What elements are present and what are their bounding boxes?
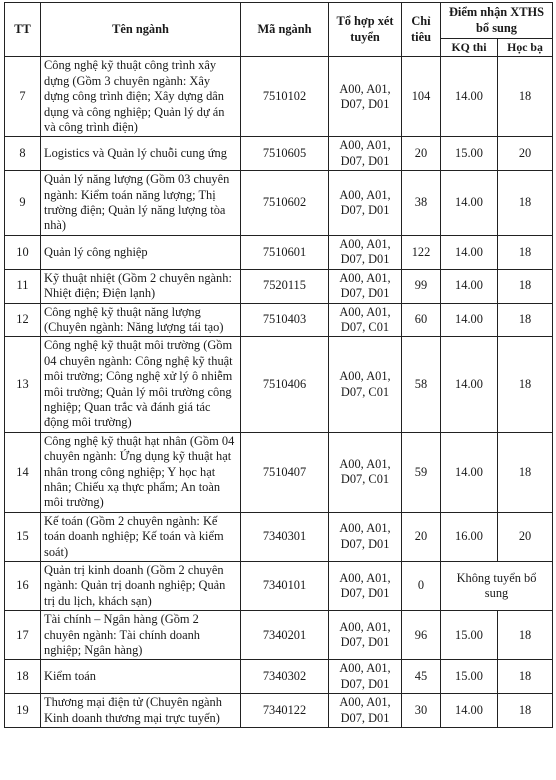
exam-score: 14.00 [441,303,498,337]
table-row [5,337,553,432]
subject-combo: A00, A01, D07, D01 [329,512,402,561]
transcript-score: 18 [498,303,553,337]
header-subject-combo: Tổ hợp xét tuyển [329,3,402,57]
transcript-score: 18 [498,235,553,269]
quota: 45 [402,660,441,694]
row-number: 7 [5,57,41,137]
exam-score: 14.00 [441,694,498,728]
program-code: 7510102 [241,57,329,137]
exam-score: 14.00 [441,432,498,512]
exam-score: 15.00 [441,611,498,660]
row-number: 13 [5,337,41,432]
subject-combo: A00, A01, D07, C01 [329,432,402,512]
program-name: Quản lý công nghiệp [41,235,241,269]
program-name: Công nghệ kỹ thuật năng lượng (Chuyên ngành: Năng lượng tái tạo) [41,303,241,337]
row-number: 14 [5,432,41,512]
table-row [5,611,553,660]
table-row [5,235,553,269]
subject-combo: A00, A01, D07, C01 [329,337,402,432]
program-code: 7510602 [241,171,329,236]
quota: 104 [402,57,441,137]
quota: 58 [402,337,441,432]
exam-score: 15.00 [441,660,498,694]
program-code: 7340101 [241,562,329,611]
transcript-score: 18 [498,611,553,660]
program-name: Quản trị kinh doanh (Gồm 2 chuyên ngành: Quản trị doanh nghiệp; Quản trị du lịch, khách sạn) [41,562,241,611]
subject-combo: A00, A01, D07, D01 [329,57,402,137]
row-number: 9 [5,171,41,236]
transcript-score: 18 [498,57,553,137]
exam-score: 14.00 [441,171,498,236]
program-code: 7520115 [241,269,329,303]
transcript-score: 18 [498,660,553,694]
transcript-score: 18 [498,337,553,432]
program-code: 7340201 [241,611,329,660]
header-tt: TT [5,3,41,57]
row-number: 8 [5,137,41,171]
header-supplementary-score: Điểm nhận XTHS bổ sung [441,3,553,39]
row-number: 11 [5,269,41,303]
program-name: Công nghệ kỹ thuật hạt nhân (Gồm 04 chuyên ngành: Ứng dụng kỹ thuật hạt nhân trong công nghiệp; Y học hạt nhân; Chiếu xạ thực phẩm; An toàn môi trường) [41,432,241,512]
exam-score: 14.00 [441,235,498,269]
quota: 60 [402,303,441,337]
subject-combo: A00, A01, D07, D01 [329,562,402,611]
row-number: 15 [5,512,41,561]
quota: 96 [402,611,441,660]
table-row [5,660,553,694]
header-exam-result: KQ thi [441,39,498,57]
exam-score: 14.00 [441,57,498,137]
quota: 20 [402,137,441,171]
quota: 30 [402,694,441,728]
row-number: 12 [5,303,41,337]
table-row [5,562,553,611]
quota: 99 [402,269,441,303]
program-code: 7340301 [241,512,329,561]
program-code: 7510406 [241,337,329,432]
header-program-name: Tên ngành [41,3,241,57]
header-program-code: Mã ngành [241,3,329,57]
subject-combo: A00, A01, D07, D01 [329,611,402,660]
subject-combo: A00, A01, D07, D01 [329,694,402,728]
program-name: Kế toán (Gồm 2 chuyên ngành: Kế toán doanh nghiệp; Kế toán và kiểm soát) [41,512,241,561]
program-code: 7340122 [241,694,329,728]
transcript-score: 18 [498,171,553,236]
program-name: Thương mại điện tử (Chuyên ngành Kinh doanh thương mại trực tuyến) [41,694,241,728]
program-code: 7340302 [241,660,329,694]
program-name: Công nghệ kỹ thuật công trình xây dựng (Gồm 3 chuyên ngành: Xây dựng công trình điện; Xây dựng dân dụng và công nghiệp; Quản lý dự án và công trình điện) [41,57,241,137]
exam-score: 16.00 [441,512,498,561]
exam-score: 15.00 [441,137,498,171]
subject-combo: A00, A01, D07, D01 [329,660,402,694]
program-code: 7510407 [241,432,329,512]
row-number: 16 [5,562,41,611]
admissions-table [4,2,553,728]
program-code: 7510403 [241,303,329,337]
program-code: 7510601 [241,235,329,269]
table-row [5,171,553,236]
table-row [5,57,553,137]
subject-combo: A00, A01, D07, D01 [329,137,402,171]
transcript-score: 20 [498,137,553,171]
row-number: 10 [5,235,41,269]
table-row [5,432,553,512]
transcript-score: 20 [498,512,553,561]
transcript-score: 18 [498,269,553,303]
program-code: 7510605 [241,137,329,171]
quota: 20 [402,512,441,561]
table-row [5,512,553,561]
table-body [5,57,553,728]
subject-combo: A00, A01, D07, D01 [329,171,402,236]
no-supplementary-note: Không tuyển bổ sung [441,562,553,611]
subject-combo: A00, A01, D07, C01 [329,303,402,337]
row-number: 19 [5,694,41,728]
table-row [5,694,553,728]
quota: 38 [402,171,441,236]
quota: 122 [402,235,441,269]
header-quota: Chỉ tiêu [402,3,441,57]
row-number: 18 [5,660,41,694]
subject-combo: A00, A01, D07, D01 [329,269,402,303]
header-transcript: Học bạ [498,39,553,57]
program-name: Logistics và Quản lý chuỗi cung ứng [41,137,241,171]
table-row [5,269,553,303]
table-row [5,137,553,171]
subject-combo: A00, A01, D07, D01 [329,235,402,269]
exam-score: 14.00 [441,269,498,303]
table-row [5,303,553,337]
transcript-score: 18 [498,432,553,512]
quota: 59 [402,432,441,512]
quota: 0 [402,562,441,611]
program-name: Tài chính – Ngân hàng (Gồm 2 chuyên ngành: Tài chính doanh nghiệp; Ngân hàng) [41,611,241,660]
program-name: Kiểm toán [41,660,241,694]
transcript-score: 18 [498,694,553,728]
program-name: Công nghệ kỹ thuật môi trường (Gồm 04 chuyên ngành: Công nghệ kỹ thuật môi trường; Công nghệ xử lý ô nhiễm môi trường; Quản lý môi trường công nghiệp; Quan trắc và đánh giá tác động môi trường) [41,337,241,432]
row-number: 17 [5,611,41,660]
program-name: Quản lý năng lượng (Gồm 03 chuyên ngành: Kiểm toán năng lượng; Thị trường điện; Quản lý năng lượng tòa nhà) [41,171,241,236]
exam-score: 14.00 [441,337,498,432]
program-name: Kỹ thuật nhiệt (Gồm 2 chuyên ngành: Nhiệt điện; Điện lạnh) [41,269,241,303]
